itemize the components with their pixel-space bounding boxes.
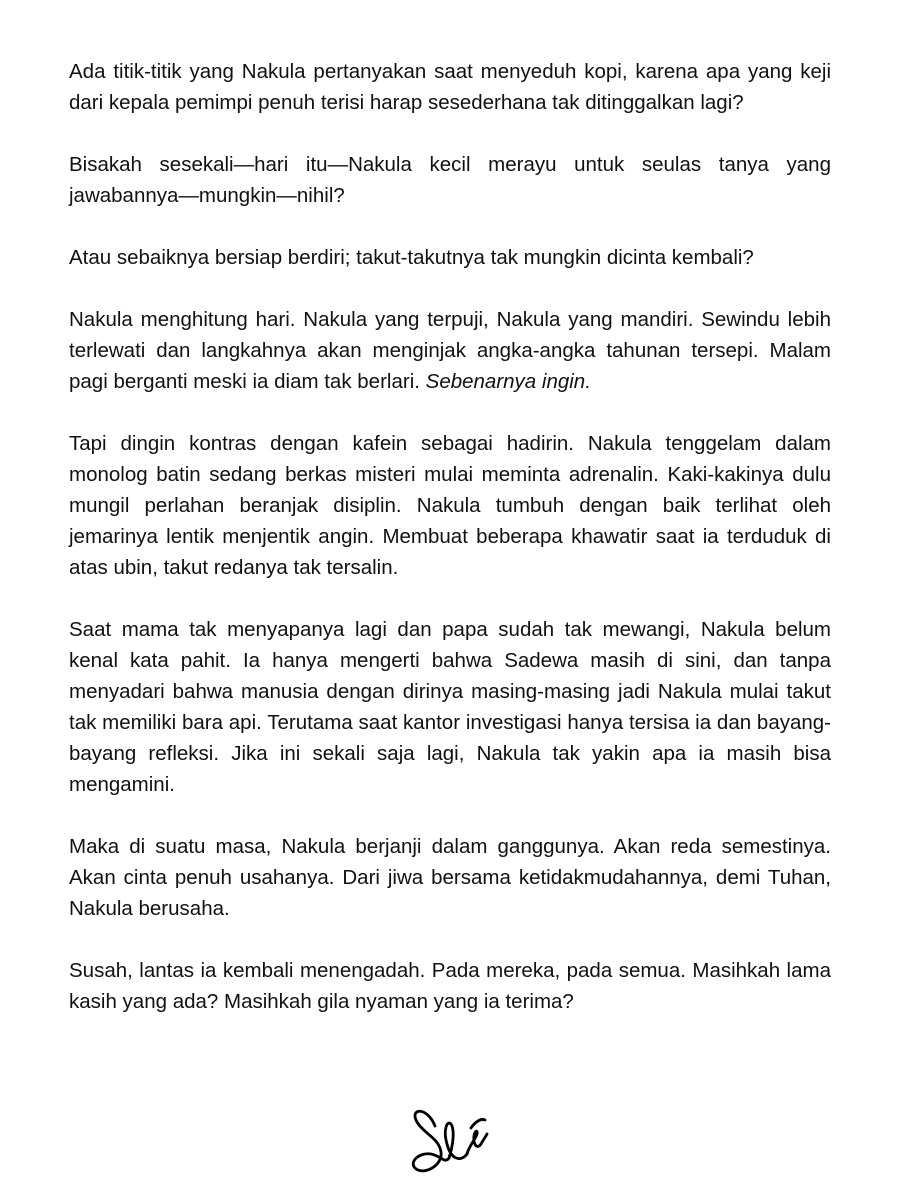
signature (405, 1100, 495, 1180)
paragraph-4 (69, 304, 831, 397)
paragraph-8: Susah, lantas ia kembali menengadah. Pada mereka, pada semua. Masihkah lama kasih yang ada? Masihkah gila nyaman yang ia terima? (69, 959, 831, 1013)
paragraph-1: Ada titik-titik yang Nakula pertanyakan saat menyeduh kopi, karena apa yang keji dari kepala pemimpi penuh terisi harap sesederhana tak ditinggalkan lagi? (69, 60, 831, 114)
paragraph-6: Saat mama tak menyapanya lagi dan papa sudah tak mewangi, Nakula belum kenal kata pahit. Ia hanya mengerti bahwa Sadewa masih di sini, dan tanpa menyadari bahwa manusia dengan dirinya masing-masing jadi Nakula mulai takut tak memiliki bara api. Terutama saat kantor investigasi hanya tersisa ia dan bayang-bayang refleksi. Jika ini sekali saja lagi, Nakula tak yakin apa ia masih bisa mengamini. (69, 618, 831, 796)
paragraph-4-text: Nakula menghitung hari. Nakula yang terpuji, Nakula yang mandiri. Sewindu lebih terlewati dan langkahnya akan menginjak angka-angka tahunan tersepi. Malam pagi berganti meski ia diam tak berlari. (69, 308, 831, 393)
paragraph-3: Atau sebaiknya bersiap berdiri; takut-takutnya tak mungkin dicinta kembali? (69, 246, 754, 269)
paragraph-7: Maka di suatu masa, Nakula berjanji dalam ganggunya. Akan reda semestinya. Akan cinta penuh usahanya. Dari jiwa bersama ketidakmudahannya, demi Tuhan, Nakula berusaha. (69, 835, 831, 920)
paragraph-4-emphasis: Sebenarnya ingin. (425, 370, 591, 393)
document-body (69, 56, 831, 1017)
paragraph-2: Bisakah sesekali—hari itu—Nakula kecil merayu untuk seulas tanya yang jawabannya—mungkin—nihil? (69, 153, 831, 207)
paragraph-5: Tapi dingin kontras dengan kafein sebagai hadirin. Nakula tenggelam dalam monolog batin sedang berkas misteri mulai meminta adrenalin. Kaki-kakinya dulu mungil perlahan beranjak disiplin. Nakula tumbuh dengan baik terlihat oleh jemarinya lentik menjentik angin. Membuat beberapa khawatir saat ia terduduk di atas ubin, takut redanya tak tersalin. (69, 432, 831, 579)
